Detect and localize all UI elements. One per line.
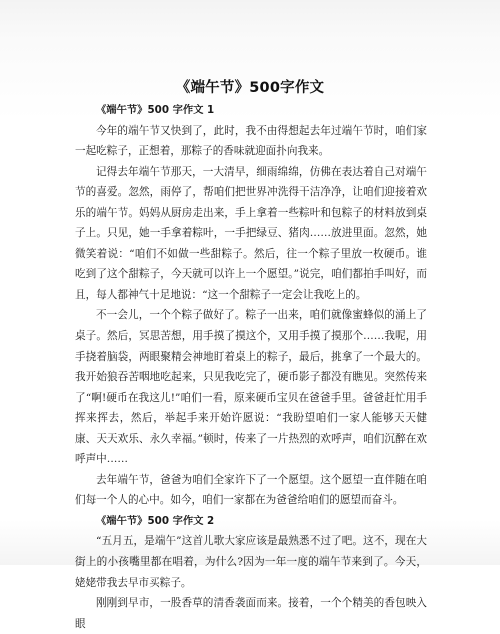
- document-body: [75, 100, 427, 634]
- paragraph: 去年端午节，爸爸为咱们全家许下了一个愿望。这个愿望一直伴随在咱们每一个人的心中。如今，咱们一家都在为爸爸给咱们的愿望而奋斗。: [75, 473, 427, 507]
- section-heading-1: 《端午节》500 字作文 1: [96, 104, 215, 116]
- section-heading-2: 《端午节》500 字作文 2: [96, 514, 215, 527]
- paragraph: 记得去年端午节那天，一大清早，细雨绵绵，仿佛在表达着自己对端午节的喜爱。忽然，雨停了，帮咱们把世界冲洗得干洁净净，让咱们迎接着欢乐的端午节。妈妈从厨房走出来，手上拿着一些粽叶和包粽子的材料放到桌子上。只见，她一手拿着粽叶，一手把绿豆、猪肉……放进里面。忽然，她微笑着说：“咱们不如做一些甜粽子。然后，往一个粽子里放一枚硬币。谁吃到了这个甜粽子，今天就可以许上一个愿望。”说完，咱们都拍手叫好，而且，每人都神气十足地说：“这一个甜粽子一定会让我吃上的。: [75, 165, 427, 301]
- paragraph: “五月五，是端午”这首儿歌大家应该是最熟悉不过了吧。这不，现在大街上的小孩嘴里都在唱着，为什么?因为一年一度的端午节来到了。今天，姥姥带我去早市买粽子。: [75, 535, 427, 589]
- document-title: 《端午节》500字作文: [175, 80, 325, 96]
- paragraph: 不一会儿，一个个粽子做好了。粽子一出来，咱们就像蜜蜂似的涌上了桌子。然后，冥思苦想，用手摸了摸这个，又用手摸了摸那个……我呢，用手挠着脑袋，两眼聚精会神地盯着桌上的粽子，最后，挑拿了一个最大的。我开始狼吞苦咽地吃起来，只见我吃完了，硬币影子都没有瞧见。突然传来了“啊!硬币在我这儿!”咱们一看，原来硬币宝贝在爸爸手里。爸爸赶忙用手挥来挥去，然后，举起手来开始许愿说：“我盼望咱们一家人能够天天健康、天天欢乐、永久幸福。”顿时，传来了一片热烈的欢呼声，咱们沉醉在欢呼声中……: [75, 309, 427, 466]
- paragraph: 刚刚到早市，一股香草的清香袭面而来。接着，一个个精美的香包映入眼: [75, 597, 427, 630]
- paragraph: 今年的端午节又快到了，此时，我不由得想起去年过端午节时，咱们家一起吃粽子，正想着，那粽子的香味就迎面扑向我来。: [75, 124, 427, 158]
